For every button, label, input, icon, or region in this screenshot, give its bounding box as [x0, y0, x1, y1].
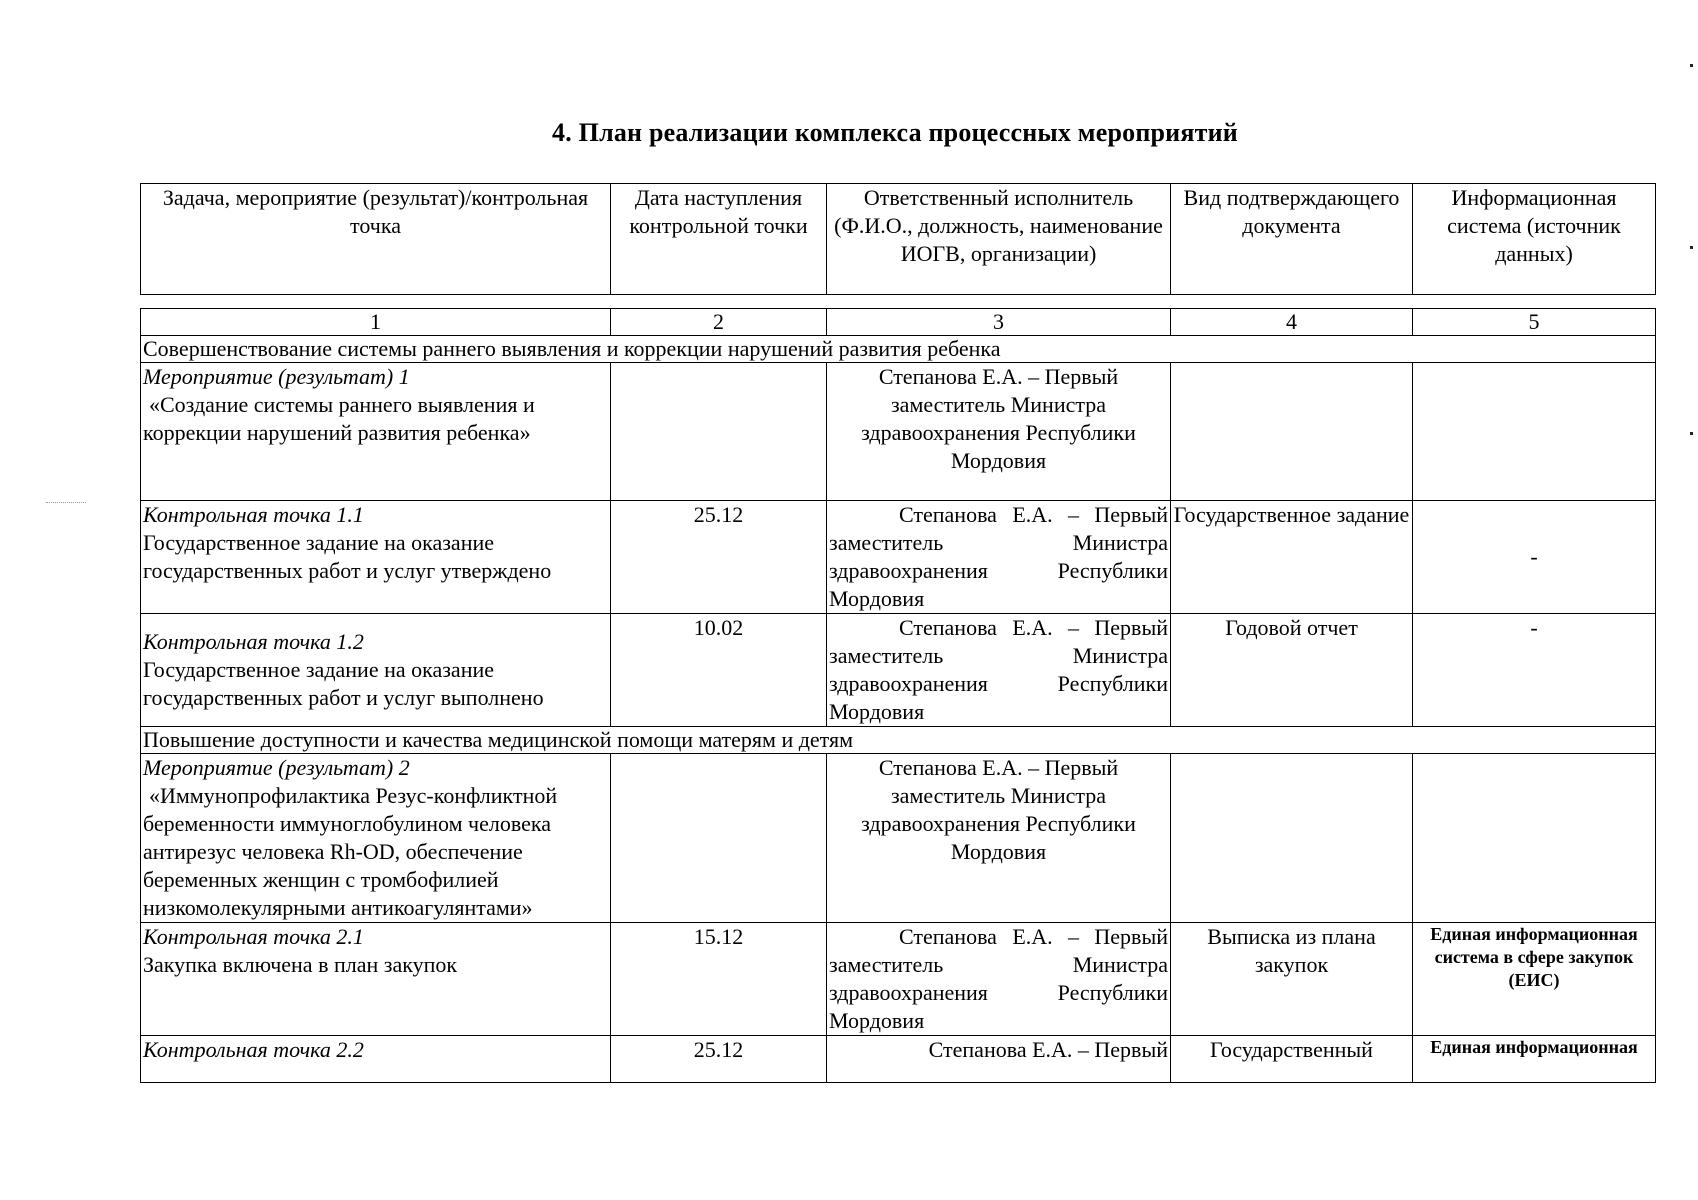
section-heading-row	[141, 727, 1656, 754]
task-text: «Иммунопрофилактика Резус-конфликтной беременности иммуноглобулином человека антирезус человека Rh-OD, обеспечение беременных женщин с тромбофилией низкомолекулярными антикоагулянтами»	[143, 783, 558, 920]
date-cell: 25.12	[611, 1036, 827, 1083]
document-cell: Государственный	[1171, 1036, 1413, 1083]
date-cell: 10.02	[611, 614, 827, 727]
task-cell	[141, 1036, 611, 1083]
task-cell	[141, 363, 611, 501]
task-cell	[141, 614, 611, 727]
task-label: Контрольная точка 2.1	[143, 924, 364, 949]
document-cell: Государственное задание	[1171, 501, 1413, 614]
section-heading: Повышение доступности и качества медицинской помощи матерям и детям	[141, 727, 1656, 754]
column-number-row	[141, 309, 1656, 336]
column-number: 3	[827, 309, 1171, 336]
section-heading: Совершенствование системы раннего выявления и коррекции нарушений развития ребенка	[141, 336, 1656, 363]
table-row	[141, 614, 1656, 727]
task-text: «Создание системы раннего выявления и коррекции нарушений развития ребенка»	[143, 392, 535, 445]
scan-edge-mark	[1690, 432, 1693, 435]
responsible-cell	[827, 614, 1171, 727]
section-heading-row	[141, 336, 1656, 363]
date-cell: 15.12	[611, 923, 827, 1036]
plan-table	[140, 308, 1656, 1083]
task-cell	[141, 754, 611, 923]
scan-edge-mark	[1690, 246, 1693, 249]
system-cell	[1413, 363, 1656, 501]
date-cell: 25.12	[611, 501, 827, 614]
table-row	[141, 1036, 1656, 1083]
task-text: Закупка включена в план закупок	[143, 952, 458, 977]
system-cell: Единая информационная	[1413, 1036, 1656, 1083]
header-col-system: Информационная система (источник данных)	[1413, 184, 1656, 295]
document-cell	[1171, 363, 1413, 501]
header-table	[140, 183, 1656, 295]
responsible-text: Степанова Е.А. – Первый заместитель Министра здравоохранения Республики Мордовия	[829, 924, 1168, 1033]
scan-edge-mark	[1690, 64, 1693, 67]
task-label: Мероприятие (результат) 2	[143, 755, 410, 780]
table-row	[141, 363, 1656, 501]
responsible-text: Степанова Е.А. – Первый заместитель Министра здравоохранения Республики Мордовия	[829, 615, 1168, 724]
document-cell: Годовой отчет	[1171, 614, 1413, 727]
responsible-cell	[827, 501, 1171, 614]
task-label: Мероприятие (результат) 1	[143, 364, 410, 389]
task-text: Государственное задание на оказание государственных работ и услуг выполнено	[143, 657, 544, 710]
system-cell	[1413, 754, 1656, 923]
column-number: 1	[141, 309, 611, 336]
header-col-task: Задача, мероприятие (результат)/контрольная точка	[141, 184, 611, 295]
responsible-cell	[827, 923, 1171, 1036]
table-row	[141, 923, 1656, 1036]
table-row	[141, 501, 1656, 614]
header-row	[141, 184, 1656, 295]
system-cell: -	[1413, 501, 1656, 614]
column-number: 2	[611, 309, 827, 336]
document-cell: Выписка из плана закупок	[1171, 923, 1413, 1036]
task-label: Контрольная точка 2.2	[143, 1037, 364, 1062]
task-text: Государственное задание на оказание государственных работ и услуг утверждено	[143, 530, 552, 583]
responsible-cell	[827, 1036, 1171, 1083]
task-cell	[141, 501, 611, 614]
responsible-text: Степанова Е.А. – Первый	[928, 1037, 1168, 1062]
table-row	[141, 754, 1656, 923]
header-col-responsible: Ответственный исполнитель (Ф.И.О., должность, наименование ИОГВ, организации)	[827, 184, 1171, 295]
task-cell	[141, 923, 611, 1036]
column-number: 5	[1413, 309, 1656, 336]
responsible-text: Степанова Е.А. – Первый заместитель Министра здравоохранения Республики Мордовия	[829, 502, 1168, 611]
system-cell: -	[1413, 614, 1656, 727]
header-col-date: Дата наступления контрольной точки	[611, 184, 827, 295]
page-title: 4. План реализации комплекса процессных мероприятий	[552, 118, 1238, 147]
scan-artifact	[46, 502, 86, 503]
responsible-cell: Степанова Е.А. – Первый заместитель Министра здравоохранения Республики Мордовия	[827, 363, 1171, 501]
system-cell: Единая информационная система в сфере закупок (ЕИС)	[1413, 923, 1656, 1036]
date-cell	[611, 363, 827, 501]
task-label: Контрольная точка 1.1	[143, 502, 364, 527]
document-cell	[1171, 754, 1413, 923]
date-cell	[611, 754, 827, 923]
task-label: Контрольная точка 1.2	[143, 629, 364, 654]
header-col-document: Вид подтверждающего документа	[1171, 184, 1413, 295]
column-number: 4	[1171, 309, 1413, 336]
responsible-cell: Степанова Е.А. – Первый заместитель Министра здравоохранения Республики Мордовия	[827, 754, 1171, 923]
